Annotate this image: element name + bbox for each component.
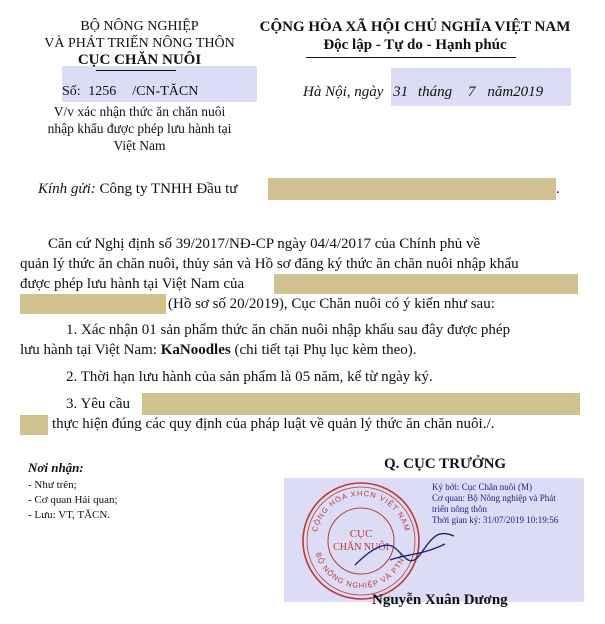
recipient-label: Kính gửi:	[38, 181, 96, 197]
subject-line2: nhập khẩu được phép lưu hành tại	[47, 121, 232, 136]
date-month-label: tháng	[417, 84, 453, 100]
seal-top-text: CỘNG HÒA XHCN VIỆT NAM	[310, 488, 412, 533]
date-month: 7	[467, 84, 476, 100]
recipient-item: - Như trên;	[28, 479, 77, 491]
redacted-company-name	[268, 178, 556, 200]
signer-org-line2: triển nông thôn	[432, 504, 487, 514]
recipient-item: - Lưu: VT, TĂCN.	[28, 509, 111, 521]
recipients-list	[28, 478, 118, 523]
signing-time: Thời gian ký: 31/07/2019 10:19:56	[432, 515, 559, 525]
item-3-line2: thực hiện đúng các quy định của pháp luật về quản lý thức ăn chăn nuôi./.	[52, 416, 495, 432]
so-number: 1256	[84, 84, 120, 99]
motto-underline	[306, 57, 516, 58]
seal-center-line2: CHĂN NUÔI	[333, 542, 389, 553]
department-name: CỤC CHĂN NUÔI	[77, 52, 202, 68]
item-2: 2. Thời hạn lưu hành của sản phẩm là 05 năm, kể từ ngày ký.	[66, 369, 433, 385]
recipient-trailing: .	[556, 181, 560, 197]
handwritten-signature	[350, 510, 460, 580]
department-underline	[96, 70, 176, 71]
signed-by: Ký bởi: Cục Chăn nuôi (M)	[432, 482, 533, 492]
redacted-applicant-cont	[20, 294, 166, 314]
issue-date	[303, 84, 543, 101]
recipients-title: Nơi nhận:	[28, 460, 84, 475]
ministry-header	[22, 18, 257, 69]
national-header	[250, 18, 580, 54]
recipient-item: - Cơ quan Hải quan;	[28, 494, 118, 506]
paragraph-1-line2: quản lý thức ăn chăn nuôi, thủy sản và Hồ sơ đăng ký thức ăn chăn nuôi nhập khẩu	[20, 256, 519, 272]
paragraph-1-line4: (Hồ sơ số 20/2019), Cục Chăn nuôi có ý kiến như sau:	[168, 296, 495, 312]
date-year: năm2019	[487, 84, 544, 100]
item-1-suffix: (chi tiết tại Phụ lục kèm theo)	[234, 342, 413, 358]
recipient-line	[38, 181, 237, 198]
redacted-company-item3	[142, 393, 580, 415]
subject-line1: V/v xác nhận thức ăn chăn nuôi	[53, 104, 226, 119]
paragraph-1-line3: được phép lưu hành tại Việt Nam của	[20, 276, 245, 292]
subject	[22, 103, 257, 154]
ministry-line1: BỘ NÔNG NGHIỆP	[80, 19, 199, 34]
signer-name: Nguyễn Xuân Dương	[372, 592, 508, 608]
item-1-line1: 1. Xác nhận 01 sản phẩm thức ăn chăn nuôi nhập khẩu sau đây được phép	[66, 322, 511, 338]
item-1-line2	[20, 342, 417, 359]
date-day: 31	[393, 84, 409, 100]
paragraph-1-line1: Căn cứ Nghị định số 39/2017/NĐ-CP ngày 04/4/2017 của Chính phủ về	[48, 236, 481, 252]
so-label: Số:	[62, 84, 81, 99]
product-name: KaNoodles	[160, 342, 231, 358]
seal-bottom-text: BỘ NÔNG NGHIỆP VÀ PTNT	[313, 551, 409, 591]
nation-title: CỘNG HÒA XÃ HỘI CHỦ NGHĨA VIỆT NAM	[259, 19, 571, 35]
recipient-company: Công ty TNHH Đầu tư	[99, 181, 238, 197]
redacted-applicant	[274, 274, 578, 294]
item-1-prefix: lưu hành tại Việt Nam:	[20, 342, 157, 358]
redacted-company-item3-cont	[20, 415, 48, 435]
date-place: Hà Nội, ngày	[303, 84, 384, 100]
subject-line3: Việt Nam	[113, 138, 166, 153]
motto: Độc lập - Tự do - Hạnh phúc	[323, 37, 507, 53]
signature-title: Q. CỤC TRƯỞNG	[384, 456, 507, 472]
seal-center-line1: CỤC	[349, 528, 373, 540]
signer-org-line1: Cơ quan: Bộ Nông nghiệp và Phát	[432, 493, 556, 503]
item-1-period: .	[412, 342, 417, 358]
recipients-block	[28, 460, 118, 523]
item-3-prefix: 3. Yêu cầu	[66, 396, 130, 412]
so-suffix: /CN-TĂCN	[132, 84, 199, 99]
reference-number	[62, 84, 198, 100]
ministry-line2: VÀ PHÁT TRIỂN NÔNG THÔN	[44, 36, 235, 51]
